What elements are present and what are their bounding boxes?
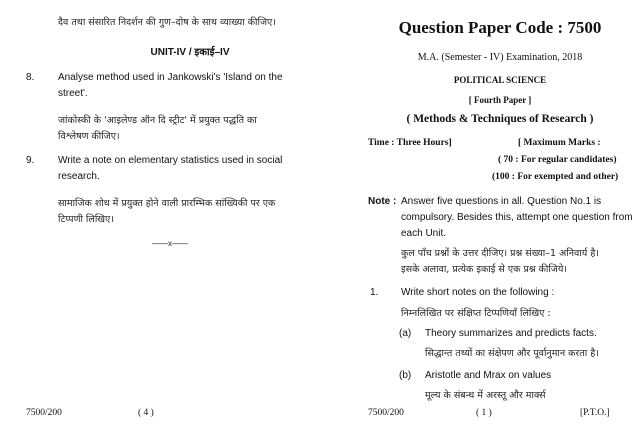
note-line2: compulsory. Besides this, attempt one question from: [401, 212, 633, 223]
q1a-hindi: सिद्धान्त तथ्यों का संक्षेपण और पूर्वानुमान करता है।: [425, 348, 599, 359]
paper-title: ( Methods & Techniques of Research ): [406, 113, 594, 125]
q1a-text: Theory summarizes and predicts facts.: [425, 328, 597, 339]
end-mark: ——x——: [152, 239, 188, 248]
q1b-label: (b): [399, 370, 412, 381]
note-hindi-line2: इसके अलावा, प्रत्येक इकाई से एक प्रश्न कीजिये।: [401, 264, 567, 275]
marks-regular: ( 70 : For regular candidates): [498, 155, 617, 165]
q8-hindi-line2: विश्लेषण कीजिए।: [58, 131, 120, 142]
q8-number: 8.: [26, 72, 35, 83]
right-footer-page: ( 1 ): [476, 408, 492, 418]
q1-number: 1.: [370, 287, 379, 298]
max-marks: [ Maximum Marks :: [518, 138, 601, 148]
subject: POLITICAL SCIENCE: [453, 75, 547, 85]
note-label: Note :: [368, 196, 397, 207]
q8-text-line1: Analyse method used in Jankowski's 'Island on the: [58, 72, 283, 83]
note-hindi-line1: कुल पाँच प्रश्नों के उत्तर दीजिए। प्रश्न संख्या–1 अनिवार्य है।: [401, 248, 599, 259]
q1-hindi: निम्नलिखित पर संक्षिप्त टिप्पणियाँ लिखिए :: [401, 308, 551, 319]
q9-hindi-line2: टिप्पणी लिखिए।: [58, 214, 114, 225]
right-footer-code: 7500/200: [368, 408, 404, 418]
q9-hindi-line1: सामाजिक शोध में प्रयुक्त होने वाली प्रारम्भिक सांख्यिकी पर एक: [58, 198, 276, 209]
q1a-label: (a): [399, 328, 412, 339]
q1b-hindi: मूल्य के संबन्ध में अरस्तू और मार्क्स: [425, 390, 546, 401]
q8-hindi-line1: जांकोस्की के 'आइलेण्ड ऑन दि स्ट्रीट' में प्रयुक्त पद्धति का: [58, 115, 257, 126]
left-carryover-hindi: दैव तथा संसारित निदर्शन की गुण–दोष के साथ व्याख्या कीजिए।: [58, 17, 276, 28]
q1-text: Write short notes on the following :: [401, 287, 555, 298]
unit-heading: UNIT-IV / इकाई–IV: [150, 47, 230, 58]
q8-text-line2: street'.: [58, 88, 88, 99]
pto-mark: [P.T.O.]: [580, 408, 610, 418]
paper-code-title: Question Paper Code : 7500: [398, 18, 602, 37]
q9-text-line2: research.: [58, 171, 100, 182]
paper-number: [ Fourth Paper ]: [468, 95, 532, 105]
q9-text-line1: Write a note on elementary statistics used in social: [58, 155, 283, 166]
q1b-text: Aristotle and Mrax on values: [425, 370, 552, 381]
exam-name: M.A. (Semester - IV) Examination, 2018: [417, 52, 583, 63]
marks-exempted: (100 : For exempted and other): [492, 172, 619, 182]
note-line3: each Unit.: [401, 228, 447, 239]
time-allowed: Time : Three Hours]: [368, 138, 452, 148]
left-footer-page: ( 4 ): [138, 408, 154, 418]
q9-number: 9.: [26, 155, 35, 166]
left-footer-code: 7500/200: [26, 408, 62, 418]
note-line1: Answer five questions in all. Question No.1 is: [401, 196, 602, 207]
